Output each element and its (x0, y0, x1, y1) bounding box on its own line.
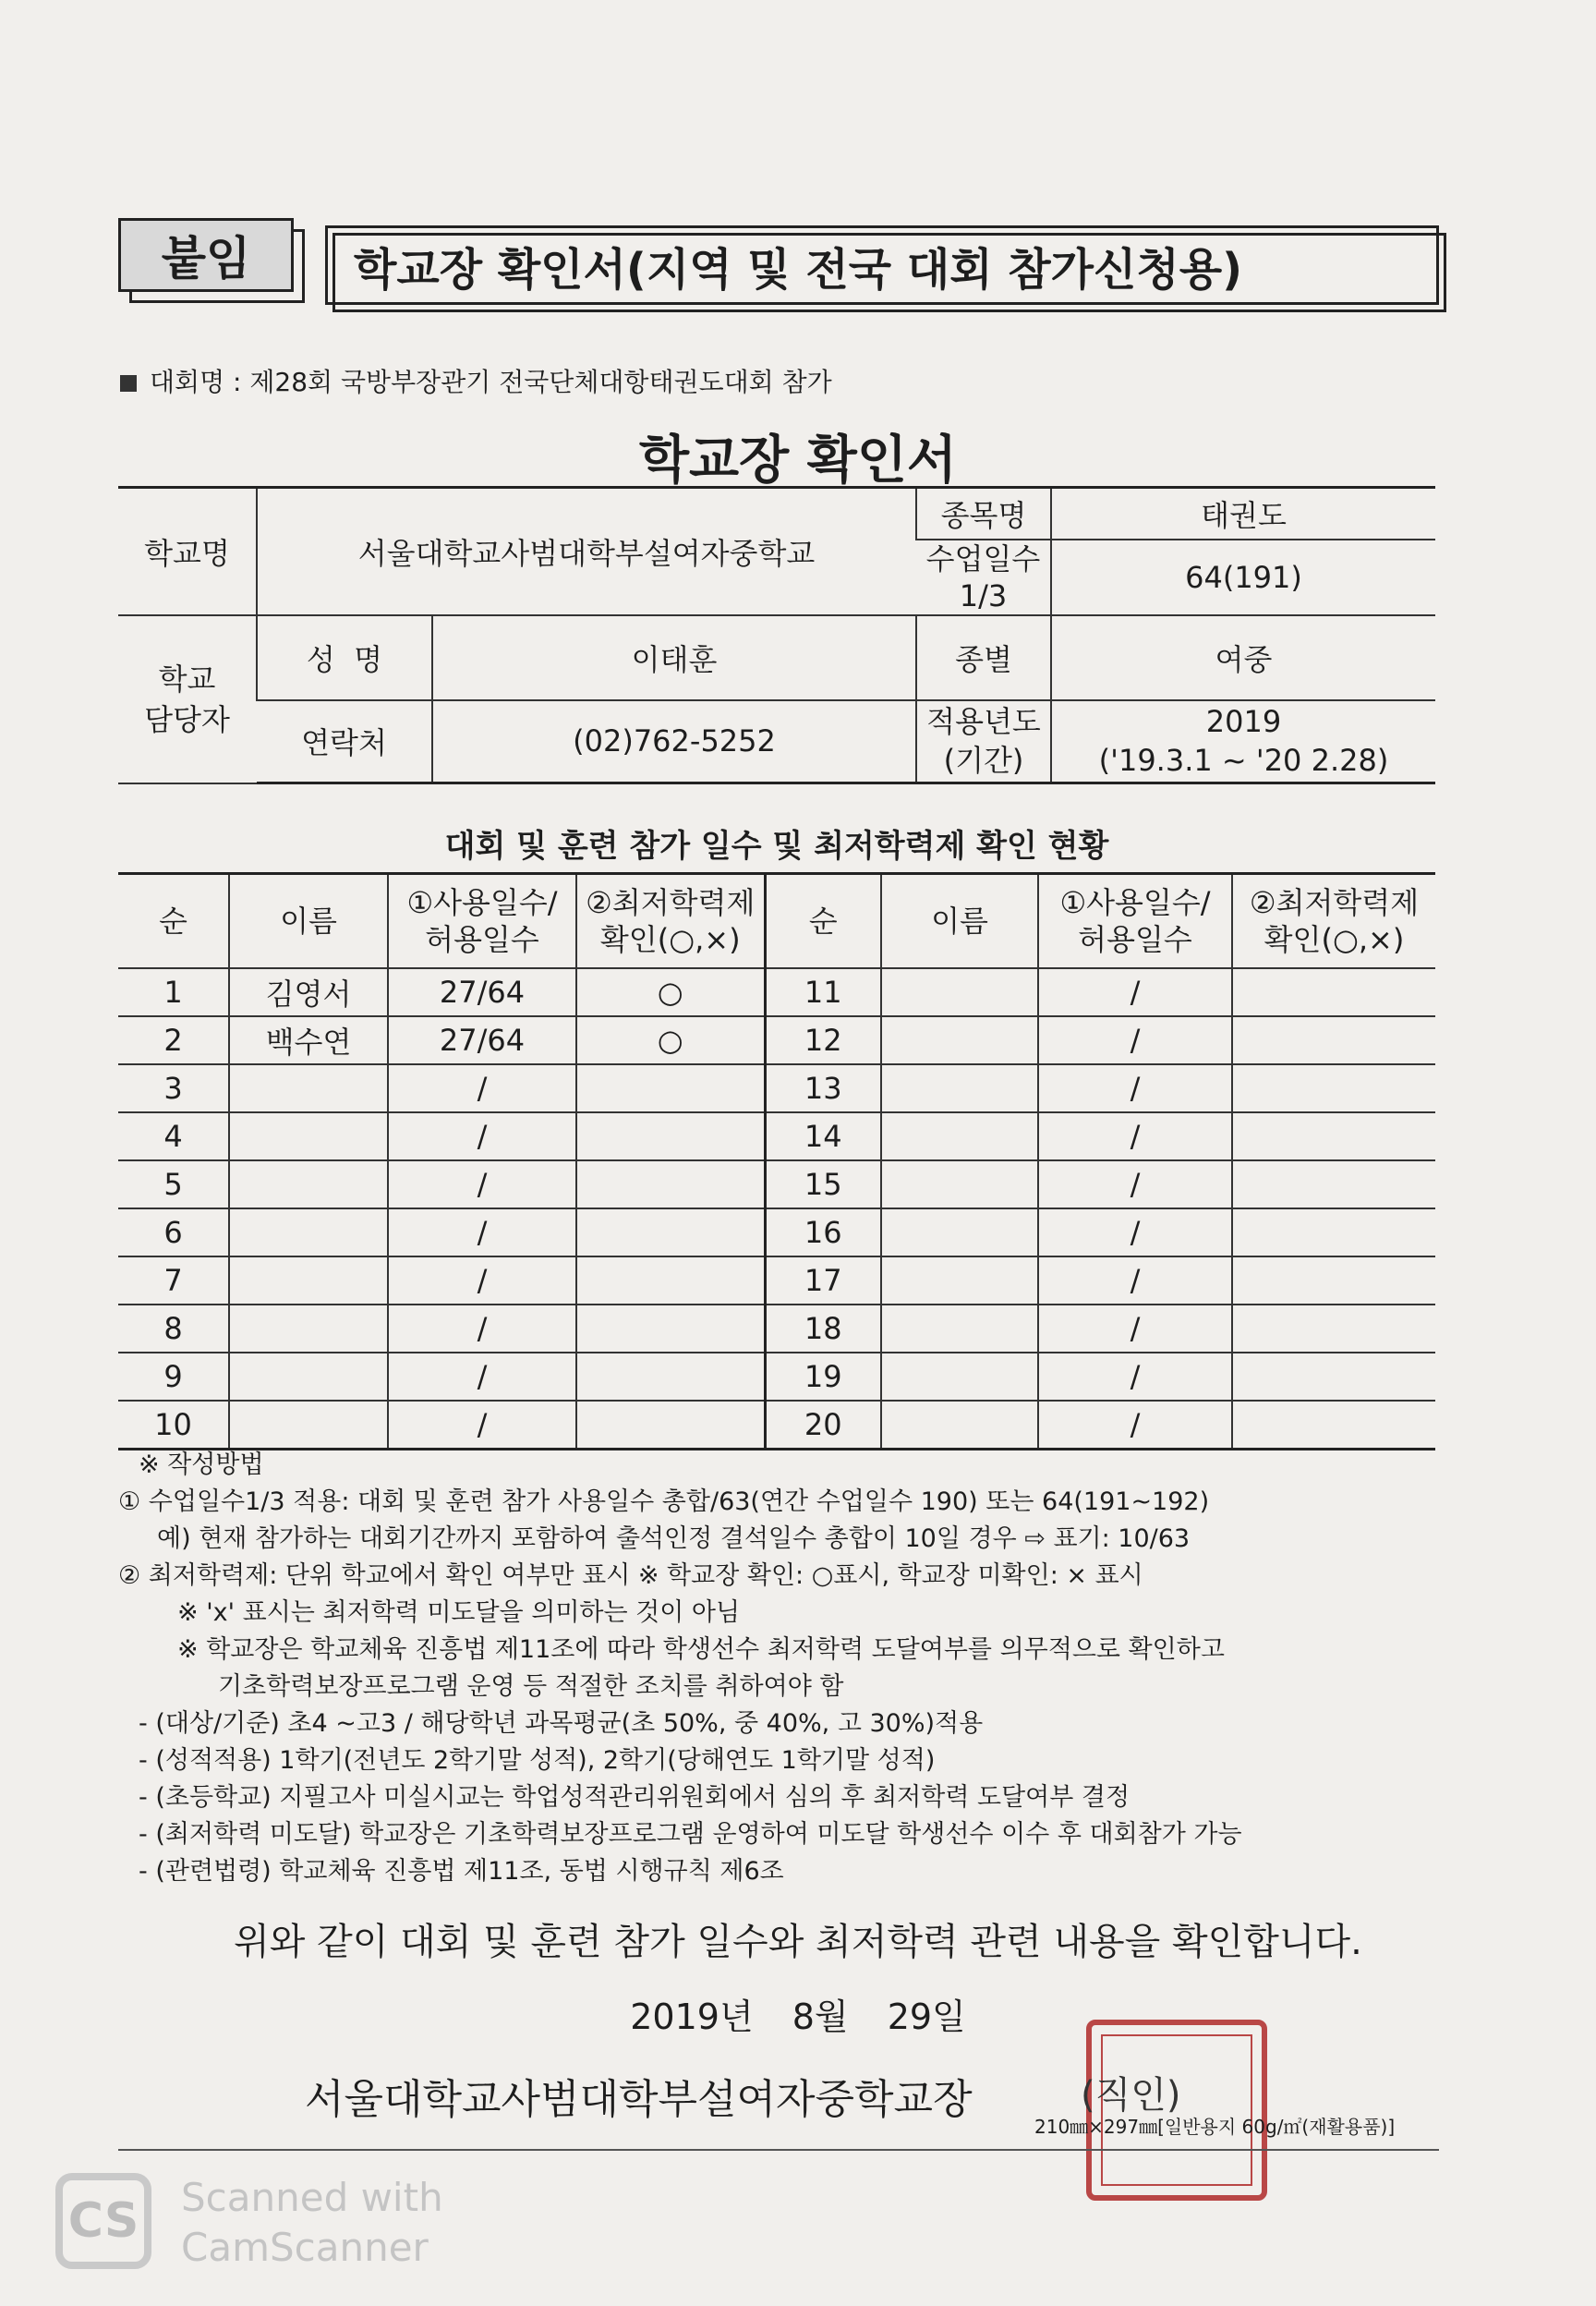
note-laws: - (관련법령) 학교체육 진흥법 제11조, 동법 시행규칙 제6조 (139, 1857, 784, 1886)
header-name-left: 이름 (229, 874, 388, 969)
row-check-right (1232, 968, 1435, 1016)
header-days-right-line1: ①사용일수/ (1059, 885, 1211, 920)
gender-label: 종별 (916, 615, 1051, 700)
name-value: 이태훈 (432, 615, 916, 700)
row-name-left (229, 1208, 388, 1256)
row-check-right (1232, 1112, 1435, 1160)
table-row (118, 1305, 1435, 1353)
table-row (118, 1064, 1435, 1112)
row-check-right (1232, 1305, 1435, 1353)
row-days-left: / (388, 1112, 576, 1160)
row-no-right: 14 (765, 1112, 881, 1160)
row-no-left: 6 (118, 1208, 229, 1256)
row-no-left: 10 (118, 1401, 229, 1450)
row-name-left (229, 1064, 388, 1112)
row-days-right: / (1038, 1112, 1232, 1160)
row-check-left (576, 1401, 765, 1450)
row-days-right: / (1038, 1256, 1232, 1305)
row-days-right: / (1038, 1401, 1232, 1450)
year-label (916, 700, 1051, 783)
row-no-left: 3 (118, 1064, 229, 1112)
row-check-right (1232, 1353, 1435, 1401)
year-label-line1: 적용년도 (926, 704, 1041, 740)
year-value-line1: 2019 (1205, 704, 1282, 740)
row-name-right (881, 1256, 1038, 1305)
row-check-right (1232, 1064, 1435, 1112)
row-days-left: / (388, 1160, 576, 1208)
row-check-left (576, 1353, 765, 1401)
row-name-left (229, 1256, 388, 1305)
note-2: ② 최저학력제: 단위 학교에서 확인 여부만 표시 ※ 학교장 확인: ○표시, 학교장 미확인: × 표시 (118, 1561, 1143, 1590)
row-days-left: / (388, 1256, 576, 1305)
row-name-left (229, 1160, 388, 1208)
row-no-left: 2 (118, 1016, 229, 1064)
table-row (118, 968, 1435, 1016)
row-days-left: / (388, 1208, 576, 1256)
table-row (118, 1353, 1435, 1401)
header-check-left-line2: 확인(○,×) (599, 922, 741, 957)
manager-label-line1: 학교 (158, 661, 216, 697)
event-name: 대회명 : 제28회 국방부장관기 전국단체대항태권도대회 참가 (150, 367, 832, 397)
status-section-title: 대회 및 훈련 참가 일수 및 최저학력제 확인 현황 (444, 828, 1109, 865)
school-label: 학교명 (118, 488, 257, 615)
notes-heading: ※ 작성방법 (139, 1450, 264, 1479)
row-days-right: / (1038, 1305, 1232, 1353)
note-target: - (대상/기준) 초4 ~고3 / 해당학년 과목평균(초 50%, 중 40%, 고 30%)적용 (139, 1709, 984, 1738)
table-row (118, 1401, 1435, 1450)
row-days-right: / (1038, 1353, 1232, 1401)
row-days-left: / (388, 1064, 576, 1112)
writing-instructions (118, 1447, 1448, 1890)
note-2-sub-1: ※ 'x' 표시는 최저학력 미도달을 의미하는 것이 아님 (177, 1598, 741, 1627)
row-name-left (229, 1401, 388, 1450)
row-name-right (881, 1208, 1038, 1256)
row-check-right (1232, 1256, 1435, 1305)
row-days-left: 27/64 (388, 968, 576, 1016)
bullet-square-icon (120, 375, 137, 392)
row-check-left (576, 1305, 765, 1353)
issue-date: 2019년 8월 29일 (630, 1997, 966, 2037)
gender-value: 여중 (1051, 615, 1435, 700)
row-days-left: / (388, 1401, 576, 1450)
row-check-right (1232, 1401, 1435, 1450)
row-name-left: 백수연 (229, 1016, 388, 1064)
year-label-line2: (기간) (943, 743, 1024, 779)
row-no-right: 20 (765, 1401, 881, 1450)
school-value: 서울대학교사범대학부설여자중학교 (257, 488, 916, 615)
year-value-line2: ('19.3.1 ~ '20 2.28) (1098, 743, 1389, 779)
header-name-right: 이름 (881, 874, 1038, 969)
manager-label (118, 615, 257, 783)
row-name-left: 김영서 (229, 968, 388, 1016)
row-name-right (881, 968, 1038, 1016)
row-no-right: 19 (765, 1353, 881, 1401)
row-no-left: 8 (118, 1305, 229, 1353)
bottom-rule (118, 2149, 1439, 2151)
row-check-right (1232, 1016, 1435, 1064)
row-days-right: / (1038, 1160, 1232, 1208)
attachment-tag: 붙임 (118, 218, 294, 292)
class-days-value: 64(191) (1051, 540, 1435, 615)
paper-specification: 210㎜×297㎜[일반용지 60g/㎡(재활용품)] (1034, 2116, 1396, 2138)
header-days-right (1038, 874, 1232, 969)
row-check-left (576, 1112, 765, 1160)
camscanner-logo-icon: CS (55, 2173, 151, 2269)
manager-label-line2: 담당자 (144, 701, 230, 737)
row-days-right: / (1038, 1064, 1232, 1112)
row-check-left (576, 1064, 765, 1112)
row-check-right (1232, 1160, 1435, 1208)
year-value (1051, 700, 1435, 783)
row-check-left: ○ (576, 968, 765, 1016)
row-no-right: 13 (765, 1064, 881, 1112)
row-no-left: 4 (118, 1112, 229, 1160)
sport-value: 태권도 (1051, 488, 1435, 540)
watermark-line2: CamScanner (181, 2225, 429, 2270)
row-days-right: / (1038, 1016, 1232, 1064)
row-name-left (229, 1112, 388, 1160)
header-days-left-line1: ①사용일수/ (406, 885, 558, 920)
status-table (118, 872, 1435, 1450)
header-check-left-line1: ②최저학력제 (586, 885, 756, 920)
header-days-right-line2: 허용일수 (1078, 922, 1192, 957)
note-grades: - (성적적용) 1학기(전년도 2학기말 성적), 2학기(당해연도 1학기말 성적) (139, 1746, 936, 1775)
row-no-right: 16 (765, 1208, 881, 1256)
header-days-left-line2: 허용일수 (425, 922, 539, 957)
row-name-right (881, 1112, 1038, 1160)
status-table-body (118, 968, 1435, 1450)
row-name-right (881, 1305, 1038, 1353)
row-days-left: / (388, 1305, 576, 1353)
table-row (118, 1112, 1435, 1160)
header-check-right-line2: 확인(○,×) (1264, 922, 1405, 957)
principal-signature: 서울대학교사범대학부설여자중학교장 (305, 2076, 973, 2123)
table-row (118, 1208, 1435, 1256)
header-check-right-line1: ②최저학력제 (1249, 885, 1420, 920)
row-name-right (881, 1353, 1038, 1401)
row-check-left (576, 1256, 765, 1305)
row-name-left (229, 1353, 388, 1401)
table-row (118, 1256, 1435, 1305)
note-2-sub-2: ※ 학교장은 학교체육 진흥법 제11조에 따라 학생선수 최저학력 도달여부를 의무적으로 확인하고 (177, 1635, 1225, 1664)
confirmation-statement: 위와 같이 대회 및 훈련 참가 일수와 최저학력 관련 내용을 확인합니다. (234, 1921, 1362, 1963)
row-name-left (229, 1305, 388, 1353)
row-no-left: 5 (118, 1160, 229, 1208)
row-no-left: 9 (118, 1353, 229, 1401)
row-days-left: 27/64 (388, 1016, 576, 1064)
header-no-left: 순 (118, 874, 229, 969)
row-no-right: 15 (765, 1160, 881, 1208)
sport-label: 종목명 (916, 488, 1051, 540)
row-no-left: 7 (118, 1256, 229, 1305)
row-check-left (576, 1208, 765, 1256)
class-days-label-line2: 1/3 (959, 577, 1008, 613)
row-name-right (881, 1064, 1038, 1112)
row-name-right (881, 1160, 1038, 1208)
row-no-right: 17 (765, 1256, 881, 1305)
header-check-left (576, 874, 765, 969)
header-days-left (388, 874, 576, 969)
watermark-line1: Scanned with (181, 2175, 443, 2220)
contact-value: (02)762-5252 (432, 700, 916, 783)
header-check-right (1232, 874, 1435, 969)
row-name-right (881, 1016, 1038, 1064)
class-days-label (916, 540, 1051, 615)
row-no-right: 18 (765, 1305, 881, 1353)
row-no-right: 11 (765, 968, 881, 1016)
row-days-right: / (1038, 1208, 1232, 1256)
camscanner-watermark (181, 2173, 443, 2273)
row-days-left: / (388, 1353, 576, 1401)
header-no-right: 순 (765, 874, 881, 969)
name-label: 성 명 (257, 615, 432, 700)
row-check-right (1232, 1208, 1435, 1256)
row-check-left: ○ (576, 1016, 765, 1064)
seal-suffix: (직인) (1081, 2074, 1181, 2117)
row-no-right: 12 (765, 1016, 881, 1064)
row-days-right: / (1038, 968, 1232, 1016)
note-below-minimum: - (최저학력 미도달) 학교장은 기초학력보장프로그램 운영하여 미도달 학생선수 이수 후 대회참가 가능 (139, 1820, 1242, 1849)
note-1-example: 예) 현재 참가하는 대회기간까지 포함하여 출석인정 결석일수 총합이 10일 경우 ⇨ 표기: 10/63 (157, 1524, 1191, 1553)
info-table (118, 486, 1435, 784)
row-no-left: 1 (118, 968, 229, 1016)
row-check-left (576, 1160, 765, 1208)
contact-label: 연락처 (257, 700, 432, 783)
note-elementary: - (초등학교) 지필고사 미실시교는 학업성적관리위원회에서 심의 후 최저학력 도달여부 결정 (139, 1783, 1130, 1812)
note-2-sub-2-cont: 기초학력보장프로그램 운영 등 적절한 조치를 취하여야 함 (218, 1672, 844, 1701)
table-row (118, 1160, 1435, 1208)
class-days-label-line1: 수업일수 (925, 540, 1041, 576)
document-header: 학교장 확인서(지역 및 전국 대회 참가신청용) (325, 225, 1439, 305)
form-title: 학교장 확인서 (638, 431, 958, 491)
note-1: ① 수업일수1/3 적용: 대회 및 훈련 참가 사용일수 총합/63(연간 수업일수 190) 또는 64(191~192) (118, 1487, 1210, 1516)
row-name-right (881, 1401, 1038, 1450)
table-row (118, 1016, 1435, 1064)
event-name-line (120, 362, 832, 399)
